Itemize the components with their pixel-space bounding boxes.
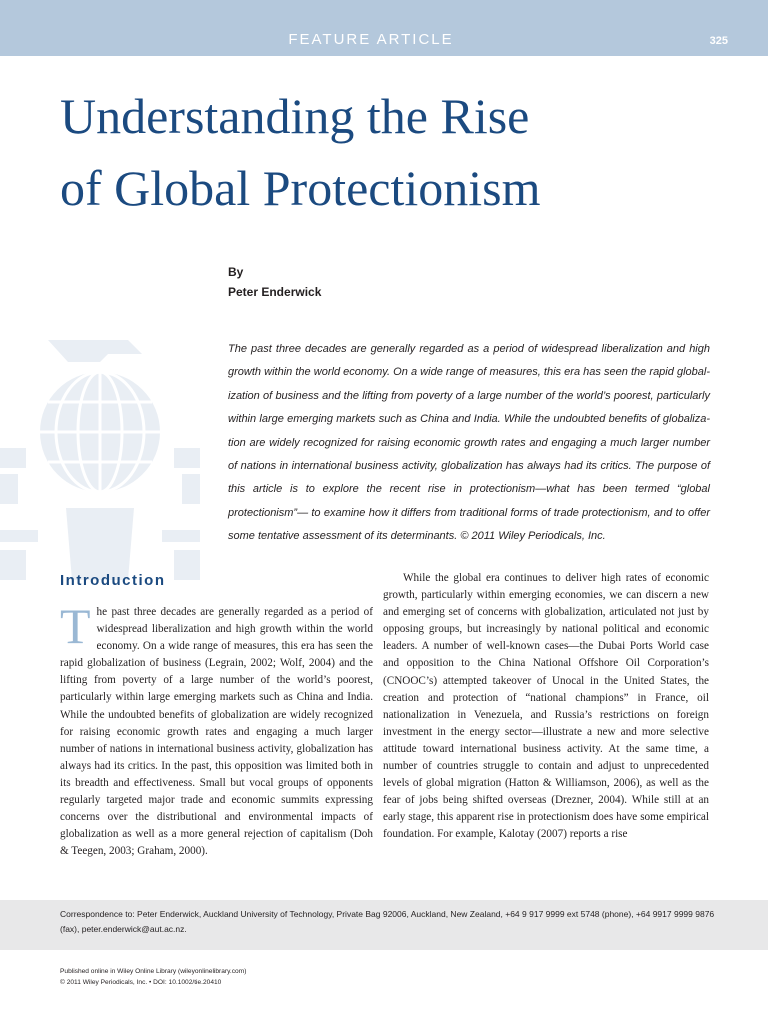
globe-emblem-icon [0,340,200,580]
intro-paragraph-text: he past three decades are generally regarded as a period of widespread liberalization and high growth within the world economy. On a wide range of measures, this era has seen the rapid globalization of business (Legrain, 2002; Wolf, 2004) and the lifting from poverty of a large number of the world’s poorest, particularly within large emerging markets such as China and India. While the undoubted benefits of globalization are widely recognized for raising economic growth rates and engaging a much larger number of nations in international business activity, globalization has always had its critics. In the past, this opposition was limited both in its breadth and effectiveness. Small but vocal groups of opponents regularly targeted major trade and economic summits expressing concerns over the distributional and environmental impacts of globalization as well as a more general rejection of capitalism (Doh & Teegen, 2003; Graham, 2000). [60,606,373,858]
body-paragraph: While the global era continues to deliver high rates of economic growth, particularly within emerging economies, we can discern a new and emerging set of concerns with globalization, articulated not just by opposing groups, but increasingly by national political and economic leaders. A number of well-known cases—the Dubai Ports World case and opposition to the China National Offshore Oil Corporation’s (CNOOC’s) attempted takeover of Unocal in the United States, the creation and protection of “national champions” in France, oil nationalization in Venezuela, and Russia’s restrictions on foreign investment in the energy sector—illustrate a new and more selective attitude toward international business activity. At the same time, a number of countries struggle to contain and adjust to unprecedented levels of global migration (Hatton & Williamson, 2006), as well as the fear of jobs being shifted overseas (Drezner, 2004). While still at an early stage, this apparent rise in protectionism does have some empirical foundation. For example, Kalotay (2007) reports a rise [383,572,709,841]
intro-paragraph [60,598,373,860]
page-number: 325 [709,35,728,47]
publication-footer [60,966,246,988]
title-line-2: of Global Protectionism [60,160,541,216]
abstract-line: within large emerging markets such as China and India. While the undoubted benefits of globaliza- [228,413,710,426]
section-label: FEATURE ARTICLE [288,31,454,48]
abstract-line: assessment of its determinants. © 2011 Wiley Periodicals, Inc. [302,530,606,543]
by-label: By [228,265,244,279]
abstract-line: nations in international business activity, globalization has always had its critics. The purpose of this [228,460,711,496]
byline [228,262,321,302]
abstract-line: The past three decades are generally regarded as a period of widespread liberalization and high [228,343,710,355]
footer-copyright-doi: © 2011 Wiley Periodicals, Inc. • DOI: 10.1002/tie.20410 [60,979,222,986]
author-name: Peter Enderwick [228,285,322,299]
abstract-line: article is to explore the recent rise in protectionism—what has been termed “global protectionism”— [228,483,710,519]
abstract-line: growth within the world economy. On a wide range of measures, this era has seen the rapid global- [228,366,710,379]
footer-published-online: Published online in Wiley Online Library (wileyonlinelibrary.com) [60,968,247,975]
article-title [60,80,740,224]
section-heading-introduction: Introduction [60,572,166,589]
abstract-line: ization of business and the lifting from poverty of a large number of the world’s poorest, particularly [228,389,710,402]
abstract-line: tion are widely recognized for raising economic growth rates and engaging a much larger number of [228,436,710,473]
abstract-line: to examine how it differs from traditional forms of trade protectionism, and to offer some tentative [228,506,710,543]
correspondence-note: Correspondence to: Peter Enderwick, Auckland University of Technology, Private Bag 92006, Auckland, New Zealand, +64 9 917 9999 ext 5748 (phone), +64 9917 9999 9876 (fax), peter.enderwick@aut.ac.nz. [60,909,715,934]
abstract [228,338,710,549]
title-line-1: Understanding the Rise [60,88,530,144]
drop-cap: T [60,598,91,654]
